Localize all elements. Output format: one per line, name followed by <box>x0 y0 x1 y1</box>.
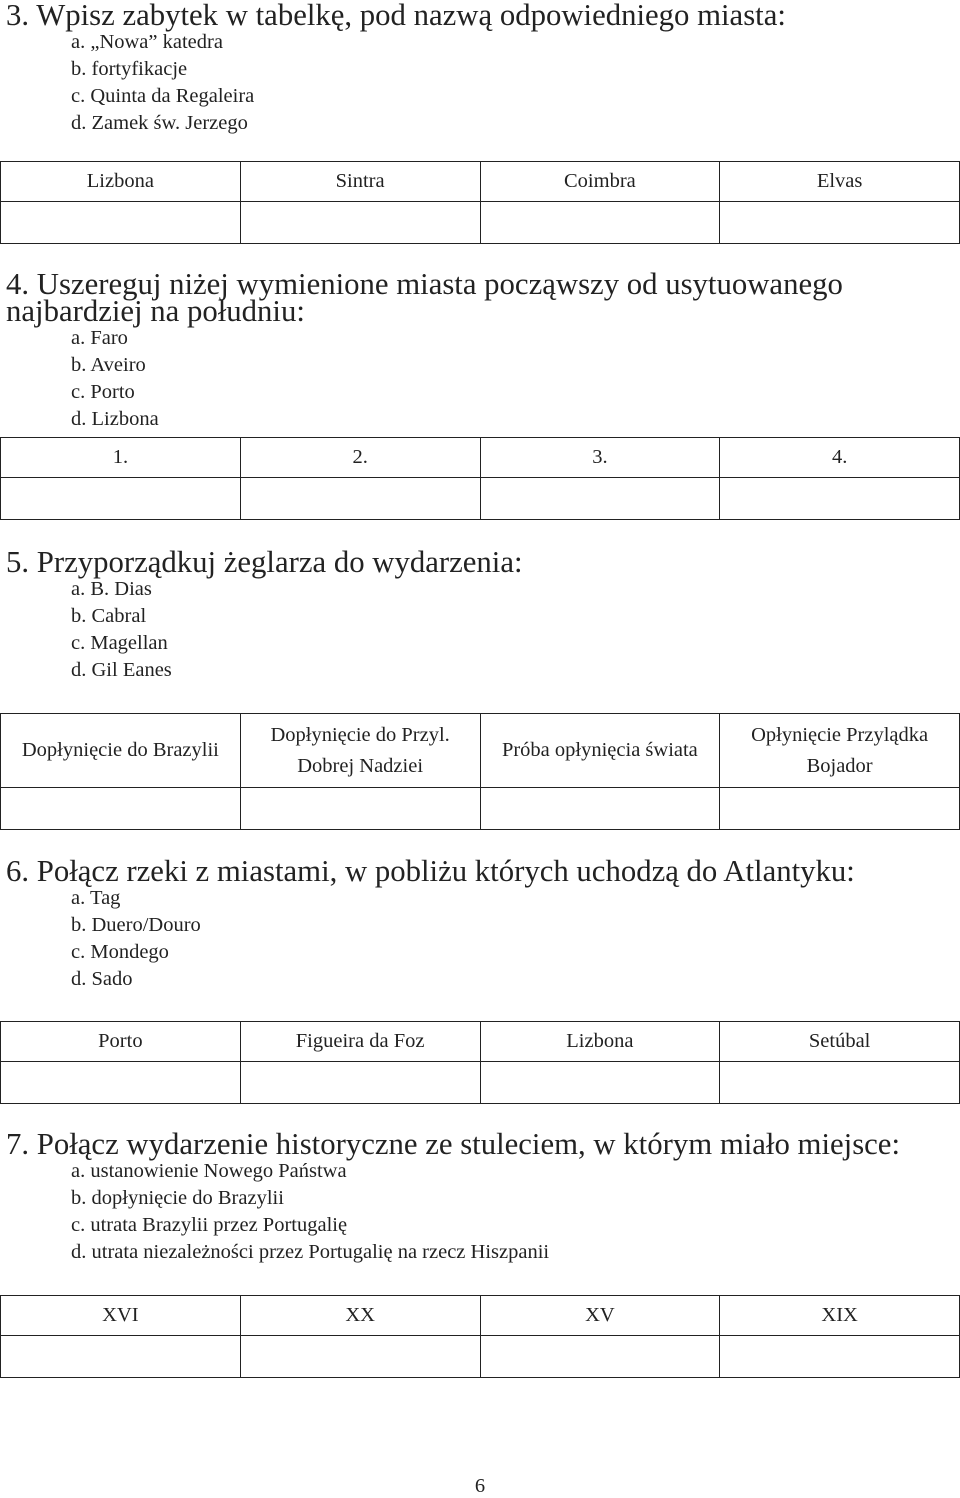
answer-cell[interactable] <box>240 1062 480 1104</box>
answer-row <box>1 478 960 520</box>
answer-cell[interactable] <box>720 202 960 244</box>
task-5-table <box>0 713 960 830</box>
answer-cell[interactable] <box>1 202 241 244</box>
option-c: c. Mondego <box>71 941 169 963</box>
option-a: a. Tag <box>71 887 121 909</box>
column-header: Dopłynięcie do Brazylii <box>1 714 241 788</box>
column-header: 1. <box>1 438 241 478</box>
task-6-table <box>0 1021 960 1104</box>
table-header-row <box>1 438 960 478</box>
answer-row <box>1 202 960 244</box>
task-6 <box>0 854 960 993</box>
option-d: d. utrata niezależności przez Portugalię na rzecz Hiszpanii <box>71 1241 550 1263</box>
column-header: Setúbal <box>720 1022 960 1062</box>
option-b: b. Cabral <box>71 605 147 627</box>
answer-cell[interactable] <box>720 788 960 830</box>
column-header: 3. <box>480 438 720 478</box>
task-5 <box>0 545 960 684</box>
column-header: Sintra <box>240 162 480 202</box>
task-5-title: 5. Przyporządkuj żeglarza do wydarzenia: <box>6 545 523 579</box>
column-header: Elvas <box>720 162 960 202</box>
option-a: a. Faro <box>71 327 128 349</box>
task-3-title: 3. Wpisz zabytek w tabelkę, pod nazwą odpowiedniego miasta: <box>6 0 786 32</box>
option-b: b. fortyfikacje <box>71 58 188 80</box>
task-3 <box>0 2 960 137</box>
table-header-row <box>1 1296 960 1336</box>
column-header: 2. <box>240 438 480 478</box>
task-3-options <box>0 29 960 137</box>
column-header: XV <box>480 1296 720 1336</box>
table-header-row <box>1 1022 960 1062</box>
answer-cell[interactable] <box>240 788 480 830</box>
option-d: d. Zamek św. Jerzego <box>71 112 248 134</box>
task-4 <box>0 267 960 433</box>
column-header: Figueira da Foz <box>240 1022 480 1062</box>
answer-row <box>1 1336 960 1378</box>
answer-cell[interactable] <box>480 1062 720 1104</box>
column-header: XVI <box>1 1296 241 1336</box>
answer-cell[interactable] <box>480 478 720 520</box>
answer-cell[interactable] <box>720 1062 960 1104</box>
column-header: XX <box>240 1296 480 1336</box>
option-a: a. „Nowa” katedra <box>71 31 223 53</box>
answer-cell[interactable] <box>1 1336 241 1378</box>
column-header: Coimbra <box>480 162 720 202</box>
task-7-title: 7. Połącz wydarzenie historyczne ze stuleciem, w którym miało miejsce: <box>6 1127 901 1161</box>
answer-row <box>1 788 960 830</box>
answer-cell[interactable] <box>240 1336 480 1378</box>
column-header: Lizbona <box>480 1022 720 1062</box>
task-7 <box>0 1127 960 1266</box>
option-a: a. B. Dias <box>71 578 152 600</box>
option-d: d. Sado <box>71 968 133 990</box>
option-c: c. utrata Brazylii przez Portugalię <box>71 1214 348 1236</box>
option-b: b. dopłynięcie do Brazylii <box>71 1187 284 1209</box>
column-header: Dopłynięcie do Przyl. Dobrej Nadziei <box>240 714 480 788</box>
option-b: b. Duero/Douro <box>71 914 201 936</box>
answer-cell[interactable] <box>240 478 480 520</box>
answer-cell[interactable] <box>240 202 480 244</box>
table-header-row <box>1 714 960 788</box>
option-b: b. Aveiro <box>71 354 146 376</box>
answer-cell[interactable] <box>720 478 960 520</box>
column-header: Lizbona <box>1 162 241 202</box>
column-header: XIX <box>720 1296 960 1336</box>
column-header: Próba opłynięcia świata <box>480 714 720 788</box>
option-c: c. Magellan <box>71 632 168 654</box>
task-4-title: 4. Uszereguj niżej wymienione miasta począwszy od usytuowanego najbardziej na południu: <box>6 267 843 328</box>
answer-cell[interactable] <box>720 1336 960 1378</box>
answer-cell[interactable] <box>1 1062 241 1104</box>
task-6-title: 6. Połącz rzeki z miastami, w pobliżu których uchodzą do Atlantyku: <box>6 854 855 888</box>
option-a: a. ustanowienie Nowego Państwa <box>71 1160 347 1182</box>
column-header: 4. <box>720 438 960 478</box>
option-c: c. Porto <box>71 381 135 403</box>
option-d: d. Lizbona <box>71 408 159 430</box>
task-6-options <box>0 885 960 993</box>
task-4-table <box>0 437 960 520</box>
task-7-table <box>0 1295 960 1378</box>
task-7-options <box>0 1158 960 1266</box>
answer-cell[interactable] <box>480 788 720 830</box>
column-header: Porto <box>1 1022 241 1062</box>
task-4-options <box>0 325 960 433</box>
task-5-options <box>0 576 960 684</box>
answer-row <box>1 1062 960 1104</box>
answer-cell[interactable] <box>1 788 241 830</box>
column-header: Opłynięcie Przylądka Bojador <box>720 714 960 788</box>
table-header-row <box>1 162 960 202</box>
answer-cell[interactable] <box>480 1336 720 1378</box>
option-c: c. Quinta da Regaleira <box>71 85 255 107</box>
answer-cell[interactable] <box>1 478 241 520</box>
page-number: 6 <box>474 1475 486 1497</box>
answer-cell[interactable] <box>480 202 720 244</box>
task-3-table <box>0 161 960 244</box>
option-d: d. Gil Eanes <box>71 659 172 681</box>
